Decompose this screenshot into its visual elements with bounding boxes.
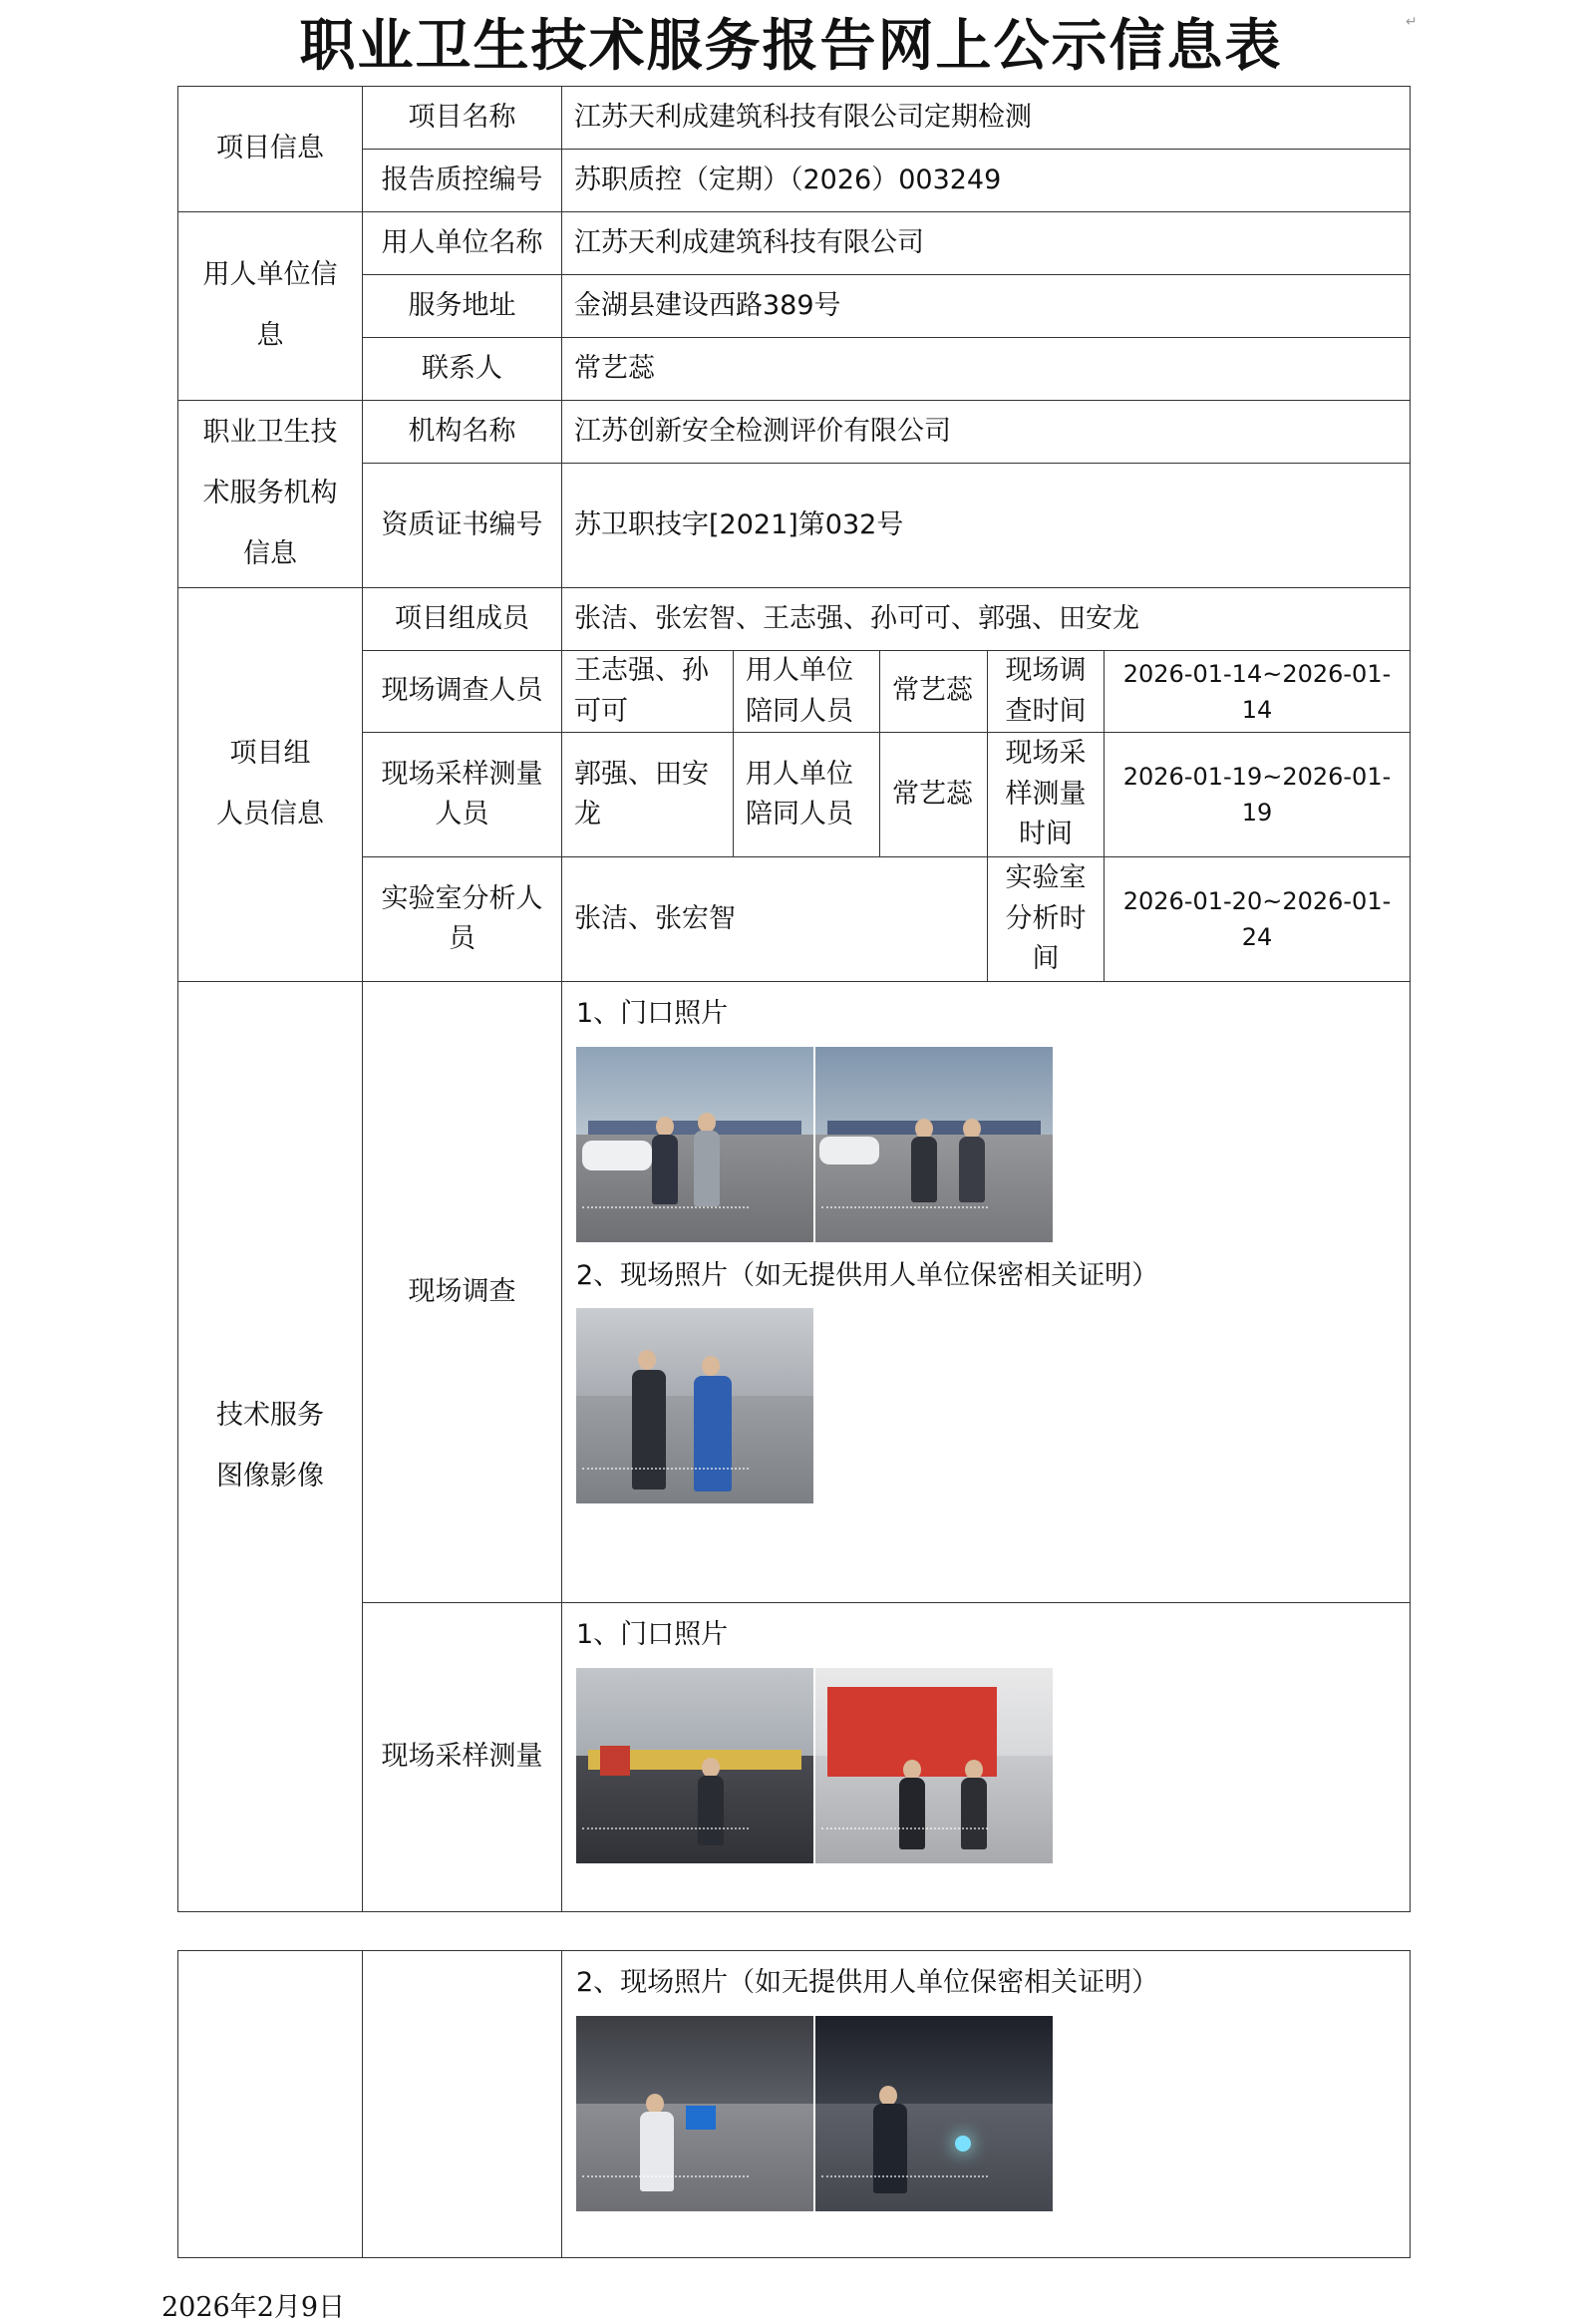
cert-value: 苏卫职技字[2021]第032号 xyxy=(562,464,1411,588)
survey-staff-label: 现场调查人员 xyxy=(363,651,562,733)
sampling-staff-value: 郭强、田安龙 xyxy=(562,733,734,857)
employer-name-label: 用人单位名称 xyxy=(363,212,562,275)
lab-time-value: 2026-01-20~2026-01-24 xyxy=(1105,857,1411,982)
address-value: 金湖县建设西路389号 xyxy=(562,275,1411,338)
continuation-empty-cell xyxy=(178,1951,363,2258)
members-value: 张洁、张宏智、王志强、孙可可、郭强、田安龙 xyxy=(562,588,1411,651)
report-code-value: 苏职质控（定期）（2026）003249 xyxy=(562,150,1411,212)
survey-images-label: 现场调查 xyxy=(363,982,562,1603)
lab-staff-label: 实验室分析人员 xyxy=(363,857,562,982)
cert-label: 资质证书编号 xyxy=(363,464,562,588)
sampling-gate-photo xyxy=(576,1668,813,1863)
employer-name-value: 江苏天利成建筑科技有限公司 xyxy=(562,212,1411,275)
project-name-label: 项目名称 xyxy=(363,87,562,150)
employer-section-label: 用人单位信 息 xyxy=(178,212,363,401)
sampling-site-photo xyxy=(815,2016,1053,2211)
survey-images-cell xyxy=(562,982,1411,1603)
gate-photo xyxy=(815,1047,1053,1242)
sampling-images-label: 现场采样测量 xyxy=(363,1603,562,1912)
paragraph-mark-icon: ↵ xyxy=(1406,14,1418,30)
survey-staff-value: 王志强、孙可可 xyxy=(562,651,734,733)
survey-accomp-value: 常艺蕊 xyxy=(880,651,988,733)
contact-value: 常艺蕊 xyxy=(562,338,1411,401)
agency-name-value: 江苏创新安全检测评价有限公司 xyxy=(562,401,1411,464)
project-section-label: 项目信息 xyxy=(178,87,363,212)
survey-time-label: 现场调查时间 xyxy=(988,651,1105,733)
lab-time-label: 实验室分析时间 xyxy=(988,857,1105,982)
team-section-label: 项目组 人员信息 xyxy=(178,588,363,982)
sampling-gate-photo xyxy=(815,1668,1053,1863)
project-name-value: 江苏天利成建筑科技有限公司定期检测 xyxy=(562,87,1411,150)
sampling-time-value: 2026-01-19~2026-01-19 xyxy=(1105,733,1411,857)
survey-caption-site: 2、现场照片（如无提供用人单位保密相关证明） xyxy=(576,1259,1159,1291)
sampling-staff-label: 现场采样测量人员 xyxy=(363,733,562,857)
sampling-site-photo xyxy=(576,2016,813,2211)
site-photo xyxy=(576,1308,813,1503)
members-label: 项目组成员 xyxy=(363,588,562,651)
gate-photo xyxy=(576,1047,813,1242)
sampling-site-cell xyxy=(562,1951,1411,2258)
survey-caption-gate: 1、门口照片 xyxy=(576,998,729,1029)
contact-label: 联系人 xyxy=(363,338,562,401)
sampling-caption-site: 2、现场照片（如无提供用人单位保密相关证明） xyxy=(576,1967,1159,1998)
info-table xyxy=(177,86,1411,1912)
footer-date: 2026年2月9日 xyxy=(161,2292,346,2323)
survey-accomp-label: 用人单位陪同人员 xyxy=(734,651,880,733)
sampling-caption-gate: 1、门口照片 xyxy=(576,1619,729,1650)
images-section-label: 技术服务 图像影像 xyxy=(178,982,363,1912)
agency-name-label: 机构名称 xyxy=(363,401,562,464)
lab-staff-value: 张洁、张宏智 xyxy=(562,857,988,982)
agency-section-label: 职业卫生技 术服务机构 信息 xyxy=(178,401,363,588)
continuation-table xyxy=(177,1950,1411,2258)
continuation-empty-cell xyxy=(363,1951,562,2258)
sampling-accomp-label: 用人单位陪同人员 xyxy=(734,733,880,857)
survey-time-value: 2026-01-14~2026-01-14 xyxy=(1105,651,1411,733)
address-label: 服务地址 xyxy=(363,275,562,338)
sampling-time-label: 现场采样测量时间 xyxy=(988,733,1105,857)
sampling-accomp-value: 常艺蕊 xyxy=(880,733,988,857)
sampling-images-cell xyxy=(562,1603,1411,1912)
page-title: 职业卫生技术服务报告网上公示信息表 xyxy=(299,14,1283,79)
report-code-label: 报告质控编号 xyxy=(363,150,562,212)
